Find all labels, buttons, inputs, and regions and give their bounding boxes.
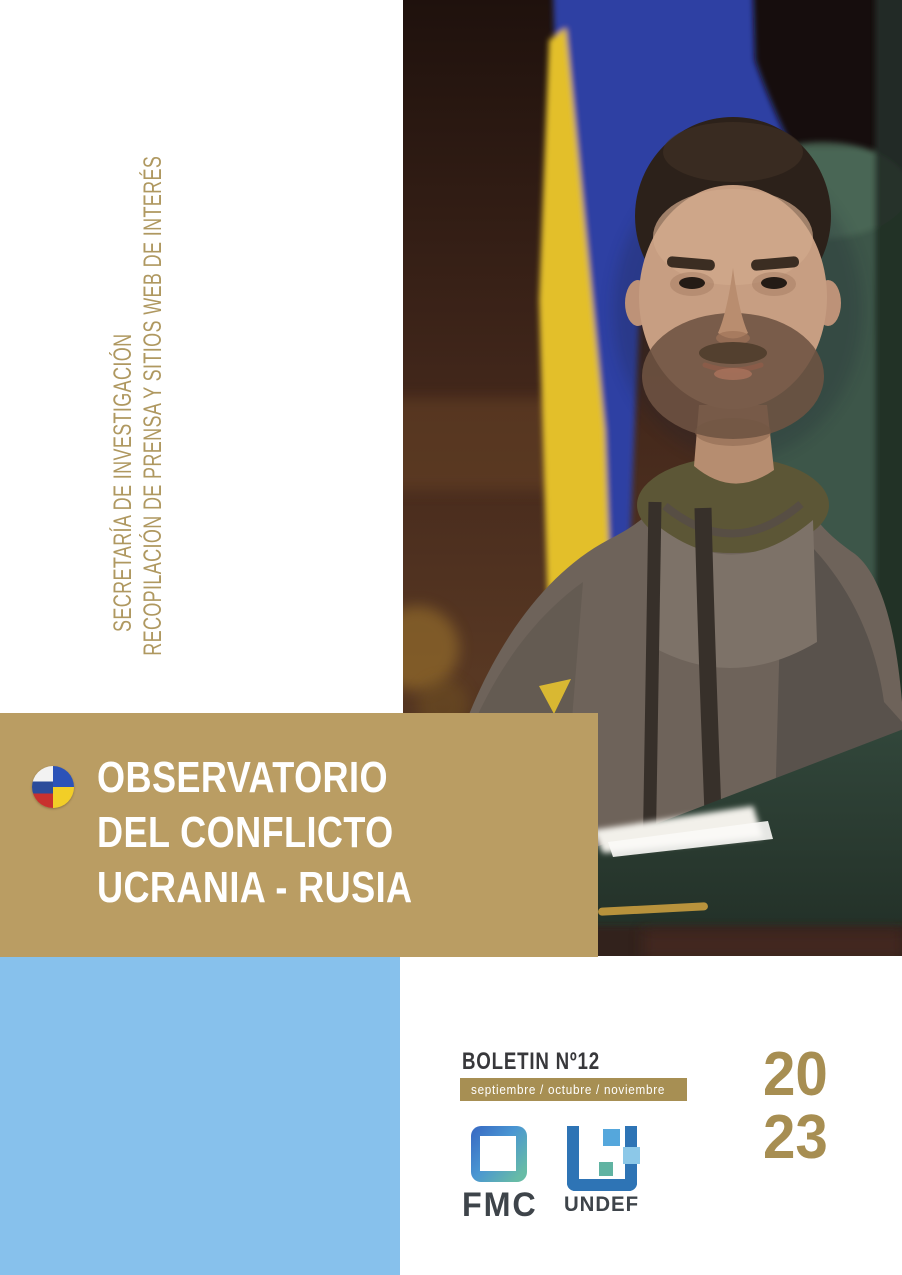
fmc-logo-icon [471,1126,527,1182]
undef-logo-square-blue [603,1129,620,1146]
bulletin-number-label: BOLETIN Nº12 [462,1048,600,1075]
title-line-1: OBSERVATORIO [97,753,388,802]
title-banner [0,713,598,957]
blue-accent-rectangle [0,957,400,1275]
cover-title [97,750,412,915]
vertical-header-text [108,155,168,656]
fmc-logo-inner-square [480,1136,516,1171]
russia-flag-half [32,766,53,808]
title-line-3: UCRANIA - RUSIA [97,863,413,912]
undef-logo-square-teal [599,1162,613,1176]
undef-logo-icon [567,1126,637,1191]
russia-ukraine-flags-icon [32,766,74,808]
vertical-header-line-1: SECRETARÍA DE INVESTIGACIÓN [109,333,137,632]
vertical-header-line-2: RECOPILACIÓN DE PRENSA Y SITIOS WEB DE INTERÉS [139,155,167,656]
ukraine-flag-half [53,766,74,808]
months-badge [460,1078,687,1101]
year-line-2: 23 [763,1103,828,1172]
year-label [763,1040,838,1172]
year-line-1: 20 [763,1040,828,1109]
fmc-logo-text: FMC [462,1186,538,1224]
title-line-2: DEL CONFLICTO [97,808,394,857]
months-badge-text: septiembre / octubre / noviembre [471,1082,666,1097]
undef-logo-square-lightblue [623,1147,640,1164]
undef-logo-text: UNDEF [564,1193,640,1216]
